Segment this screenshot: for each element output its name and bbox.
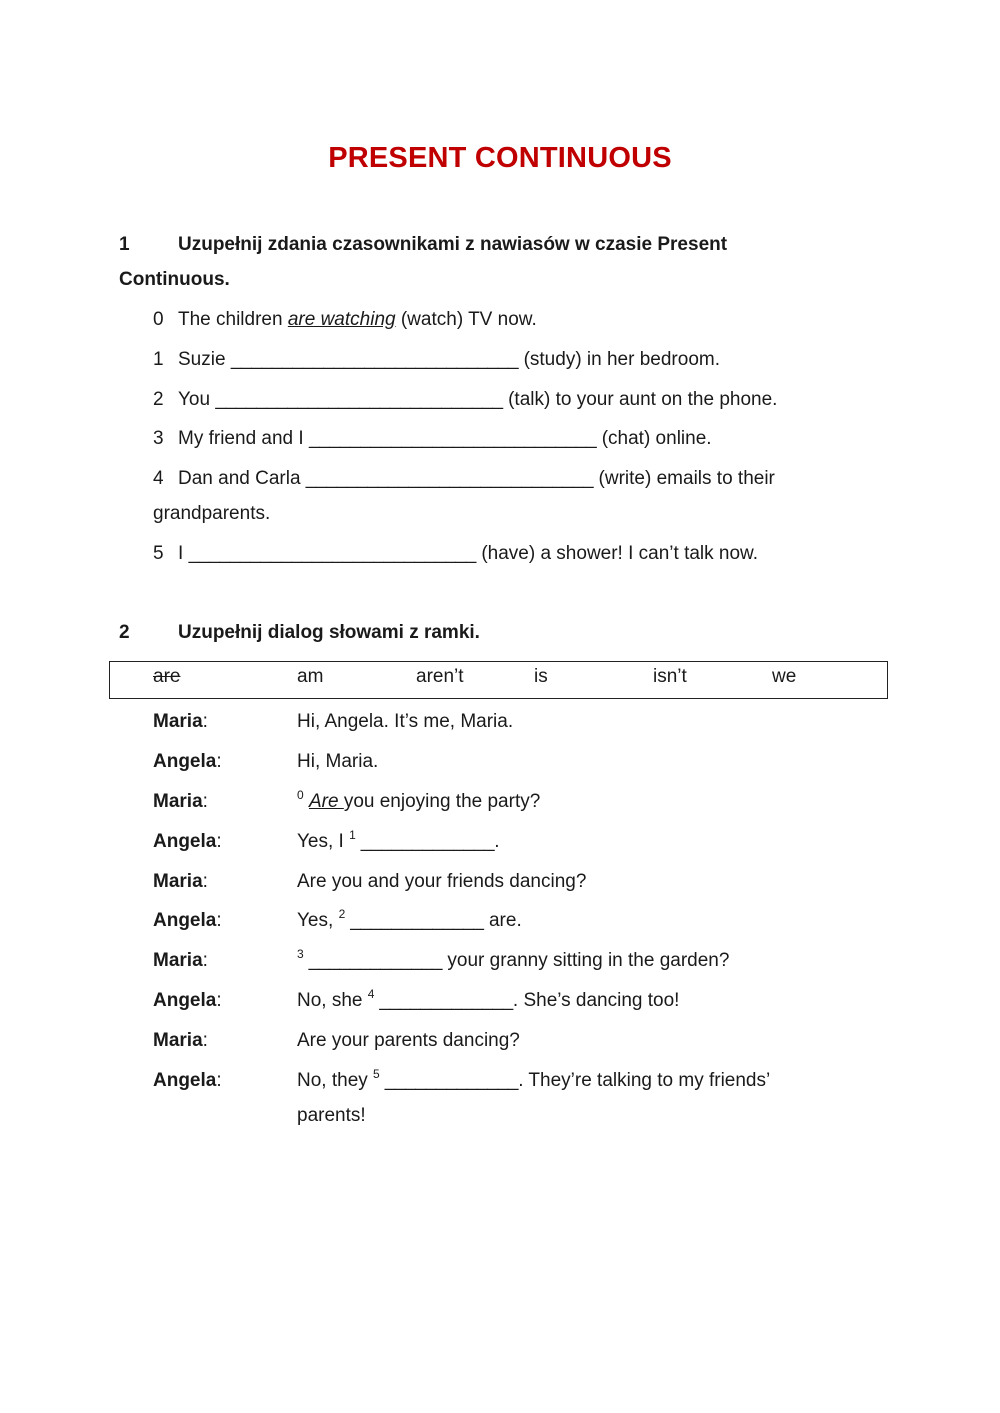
answer-blank[interactable]: ____________________________ — [188, 543, 477, 564]
dialog-text: are. — [483, 910, 522, 931]
example-answer: Are — [308, 791, 344, 812]
sentence-0 — [153, 309, 537, 331]
exercise-2-number: 2 — [119, 622, 130, 643]
sentence-5 — [153, 543, 758, 565]
sentence-text: My friend and I — [178, 428, 309, 449]
dialog-speaker — [153, 831, 222, 853]
sentence-text: (have) a shower! I can’t talk now. — [476, 543, 759, 564]
dialog-text: Yes, I — [297, 831, 350, 852]
dialog-text: Are you and your friends dancing? — [297, 871, 587, 892]
exercise-1-heading — [119, 234, 727, 256]
dialog-speaker — [153, 871, 208, 893]
word-box — [109, 661, 888, 699]
dialog-speaker — [153, 1070, 222, 1092]
dialog-speaker — [153, 791, 208, 813]
gap-number: 3 — [297, 947, 304, 961]
speaker-name: Angela — [153, 910, 217, 931]
sentence-text: (talk) to your aunt on the phone. — [502, 389, 778, 410]
dialog-text: . They’re talking to my friends’ — [518, 1070, 771, 1091]
sentence-2 — [153, 389, 777, 411]
word-box-item: we — [772, 666, 797, 687]
dialog-text: Yes, — [297, 910, 339, 931]
speaker-colon: : — [202, 1030, 208, 1051]
sentence-text: The children — [178, 309, 288, 330]
exercise-1-instruction-line1: Uzupełnij zdania czasownikami z nawiasów w czasie Present — [178, 234, 728, 255]
sentence-number: 2 — [153, 389, 164, 410]
sentence-text: (chat) online. — [596, 428, 712, 449]
sentence-text: Dan and Carla — [178, 468, 306, 489]
dialog-text: No, she — [297, 990, 368, 1011]
sentence-number: 3 — [153, 428, 164, 449]
speaker-colon: : — [202, 711, 208, 732]
exercise-1-instruction-line2: Continuous. — [119, 269, 230, 290]
sentence-number: 5 — [153, 543, 164, 564]
answer-blank[interactable]: _____________ — [374, 990, 513, 1011]
page-title: PRESENT CONTINUOUS — [328, 142, 672, 174]
speaker-name: Angela — [153, 1070, 217, 1091]
dialog-line — [297, 1067, 771, 1092]
dialog-text: Are your parents dancing? — [297, 1030, 520, 1051]
answer-blank[interactable]: _____________ — [379, 1070, 519, 1091]
speaker-name: Angela — [153, 831, 217, 852]
speaker-name: Maria — [153, 950, 203, 971]
sentence-4 — [153, 468, 775, 490]
sentence-text: (watch) TV now. — [395, 309, 537, 330]
sentence-text: (study) in her bedroom. — [518, 349, 720, 370]
exercise-1-number: 1 — [119, 234, 130, 255]
dialog-speaker — [153, 711, 208, 733]
dialog-text: No, they — [297, 1070, 374, 1091]
gap-number: 2 — [338, 907, 346, 921]
dialog-line — [297, 947, 730, 972]
speaker-colon: : — [216, 1070, 222, 1091]
word-box-item: am — [297, 666, 324, 687]
dialog-line — [297, 1030, 520, 1052]
word-box-item: are — [153, 666, 181, 687]
gap-number: 5 — [373, 1067, 380, 1081]
sentence-text: You — [178, 389, 216, 410]
dialog-text: your granny sitting in the garden? — [442, 950, 730, 971]
dialog-line — [297, 987, 680, 1012]
speaker-name: Maria — [153, 871, 203, 892]
speaker-name: Angela — [153, 751, 217, 772]
speaker-name: Maria — [153, 711, 203, 732]
answer-blank[interactable]: ____________________________ — [230, 349, 519, 370]
example-answer: are watching — [287, 309, 396, 330]
answer-blank[interactable]: _____________ — [303, 950, 443, 971]
dialog-text: . — [494, 831, 500, 852]
gap-number: 0 — [297, 788, 304, 802]
exercise-2-instruction: Uzupełnij dialog słowami z ramki. — [178, 622, 480, 643]
gap-number: 4 — [367, 987, 375, 1001]
dialog-line-continuation: parents! — [297, 1105, 366, 1126]
sentence-4-continuation: grandparents. — [153, 503, 271, 524]
speaker-colon: : — [216, 831, 222, 852]
sentence-number: 4 — [153, 468, 164, 489]
answer-blank[interactable]: ____________________________ — [308, 428, 597, 449]
dialog-line — [297, 751, 378, 773]
dialog-line — [297, 907, 522, 932]
dialog-speaker — [153, 910, 222, 932]
speaker-name: Maria — [153, 791, 203, 812]
answer-blank[interactable]: _____________ — [355, 831, 495, 852]
speaker-colon: : — [202, 791, 208, 812]
answer-blank[interactable]: ____________________________ — [305, 468, 594, 489]
sentence-number: 0 — [153, 309, 164, 330]
sentence-1 — [153, 349, 720, 371]
speaker-name: Maria — [153, 1030, 203, 1051]
word-box-item: isn’t — [653, 666, 687, 687]
speaker-colon: : — [216, 751, 222, 772]
word-box-item: aren’t — [416, 666, 464, 687]
dialog-text: . She’s dancing too! — [512, 990, 680, 1011]
dialog-line — [297, 711, 513, 733]
dialog-text: you enjoying the party? — [343, 791, 541, 812]
dialog-text: Hi, Angela. It’s me, Maria. — [297, 711, 514, 732]
speaker-colon: : — [216, 910, 222, 931]
dialog-text: Hi, Maria. — [297, 751, 379, 772]
speaker-colon: : — [202, 871, 208, 892]
speaker-colon: : — [216, 990, 222, 1011]
dialog-line — [297, 828, 500, 853]
answer-blank[interactable]: _____________ — [345, 910, 484, 931]
speaker-colon: : — [202, 950, 208, 971]
sentence-text: Suzie — [178, 349, 231, 370]
dialog-speaker — [153, 751, 222, 773]
sentence-text: (write) emails to their — [593, 468, 775, 489]
sentence-text: I — [178, 543, 189, 564]
dialog-speaker — [153, 1030, 208, 1052]
dialog-line — [297, 788, 541, 813]
word-box-item: is — [534, 666, 548, 687]
sentence-number: 1 — [153, 349, 164, 370]
speaker-name: Angela — [153, 990, 217, 1011]
answer-blank[interactable]: ____________________________ — [215, 389, 503, 410]
dialog-line — [297, 871, 586, 893]
sentence-3 — [153, 428, 712, 450]
exercise-2-heading — [119, 622, 480, 644]
gap-number: 1 — [349, 828, 356, 842]
dialog-speaker — [153, 950, 208, 972]
dialog-speaker — [153, 990, 222, 1012]
